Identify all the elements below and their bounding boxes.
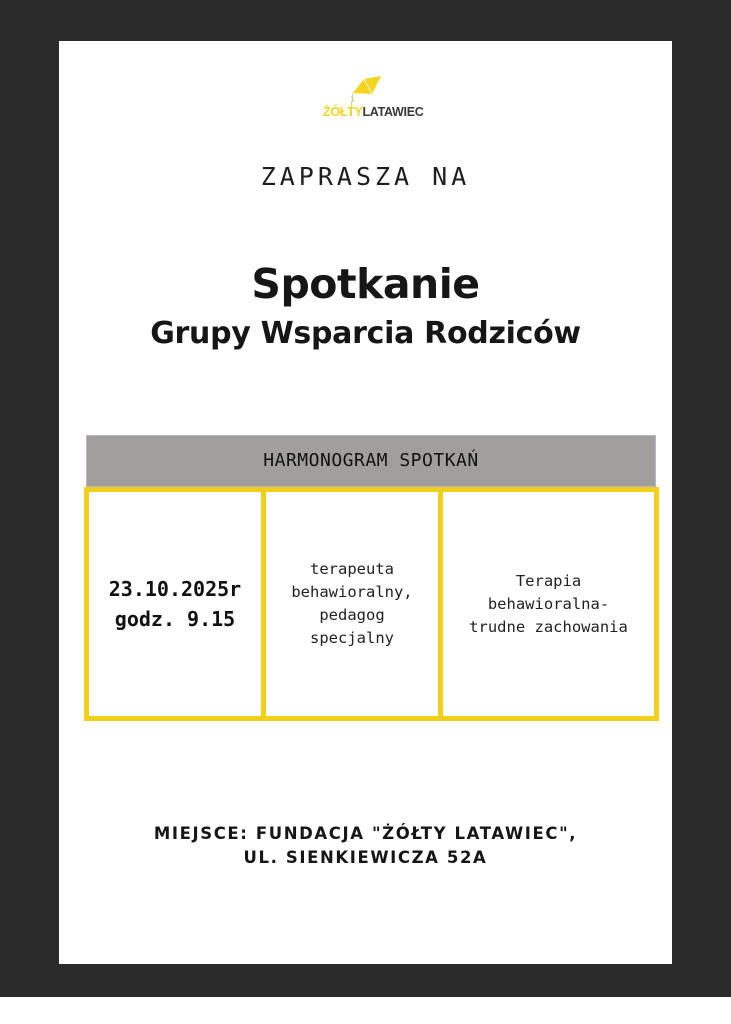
topic-line: behawioralna- [487, 594, 610, 613]
logo-wordmark-dark: LATAWIEC [362, 105, 424, 119]
invite-text: ZAPRASZA NA [260, 162, 471, 191]
schedule-date: 23.10.2025r [108, 577, 242, 601]
logo-wordmark-yellow: ŻÓŁTY [323, 105, 363, 119]
schedule-cell-date [84, 487, 266, 721]
page-title: Spotkanie [251, 260, 480, 308]
topic-line: Terapia [515, 571, 582, 590]
schedule-cell-specialist [261, 487, 443, 721]
specialist-line: behawioralny, [291, 583, 413, 601]
specialist-line: terapeuta [310, 560, 394, 578]
schedule-cell-topic [438, 487, 659, 721]
schedule-header: HARMONOGRAM SPOTKAŃ [86, 435, 656, 487]
poster-page [59, 41, 672, 964]
logo-wordmark [323, 104, 423, 120]
specialist-line: specjalny [310, 629, 394, 647]
meeting-place-line2: UL. SIENKIEWICZA 52A [243, 848, 488, 867]
logo [323, 67, 423, 123]
schedule-table [84, 487, 659, 721]
topic-line: trudne zachowania [469, 617, 628, 636]
kite-icon [323, 67, 423, 107]
meeting-place-line1: MIEJSCE: FUNDACJA "ŻÓŁTY LATAWIEC", [153, 824, 578, 843]
page-subtitle: Grupy Wsparcia Rodziców [150, 316, 581, 351]
bottom-strip [0, 997, 731, 1024]
schedule-time: godz. 9.15 [114, 607, 236, 631]
specialist-line: pedagog [319, 606, 385, 624]
meeting-place [59, 822, 672, 870]
